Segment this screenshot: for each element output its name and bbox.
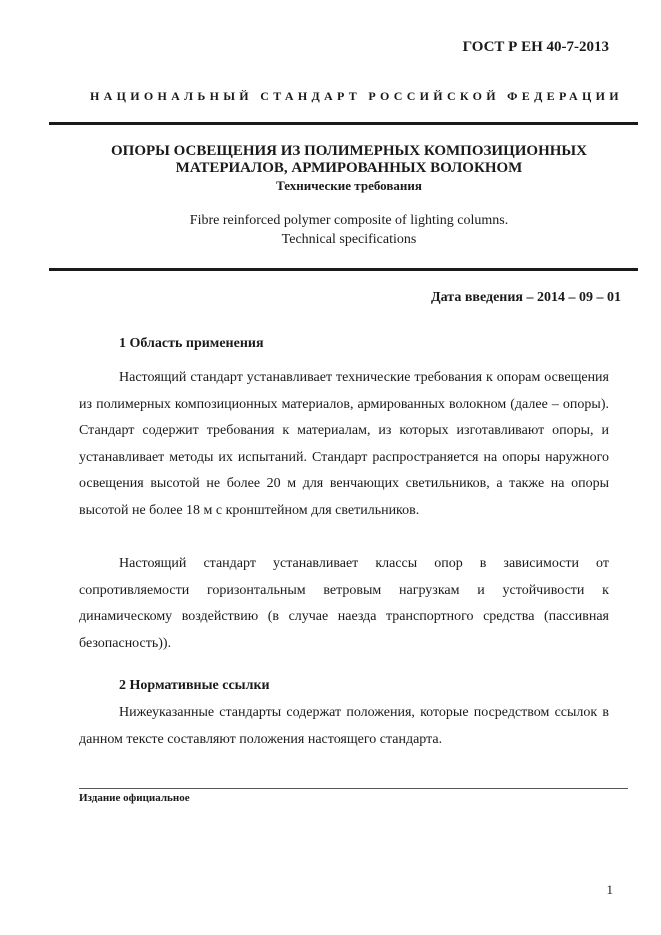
title-en-line1: Fibre reinforced polymer composite of lighting columns.: [189, 213, 509, 228]
title-ru-line1: ОПОРЫ ОСВЕЩЕНИЯ ИЗ ПОЛИМЕРНЫХ КОМПОЗИЦИОННЫХ: [111, 143, 587, 159]
section-1-paragraph-1: Настоящий стандарт устанавливает технические требования к опорам освещения из полимерных композиционных материалов, армированных волокном (далее – опоры). Стандарт содержит требования к материалам, из которых изготавливают опоры, и устанавливает методы их испытаний. Стандарт распространяется на опоры наружного освещения высотой не более 20 м для венчающих светильников, а также на опоры высотой не более 18 м с кронштейном для светильников.: [79, 370, 609, 518]
section-2-paragraph-1: Нижеуказанные стандарты содержат положения, которые посредством ссылок в данном тексте составляют положения настоящего стандарта.: [79, 705, 609, 747]
edition-label: Издание официальное: [79, 792, 190, 804]
title-en: [49, 211, 649, 249]
title-divider: [49, 268, 638, 271]
standard-code: ГОСТ Р ЕН 40-7-2013: [462, 39, 609, 55]
title-ru-line2: МАТЕРИАЛОВ, АРМИРОВАННЫХ ВОЛОКНОМ: [175, 160, 523, 176]
title-block: [49, 143, 649, 249]
page-number: 1: [606, 882, 613, 897]
section-1-heading: 1 Область применения: [119, 336, 264, 351]
title-ru-subtitle: Технические требования: [276, 178, 422, 193]
section-1-paragraph-2: Настоящий стандарт устанавливает классы опор в зависимости от сопротивляемости горизонтальным ветровым нагрузкам и устойчивости к динамическому воздействию (в случае наезда транспортного средства (пассивная безопасность)).: [79, 556, 609, 651]
footer-divider: [79, 788, 628, 789]
introduction-date: Дата введения – 2014 – 09 – 01: [431, 290, 621, 305]
national-standard-heading: НАЦИОНАЛЬНЫЙ СТАНДАРТ РОССИЙСКОЙ ФЕДЕРАЦИИ: [90, 89, 623, 103]
top-divider: [49, 122, 638, 125]
title-en-line2: Technical specifications: [281, 232, 417, 247]
section-2-heading: 2 Нормативные ссылки: [119, 678, 270, 693]
